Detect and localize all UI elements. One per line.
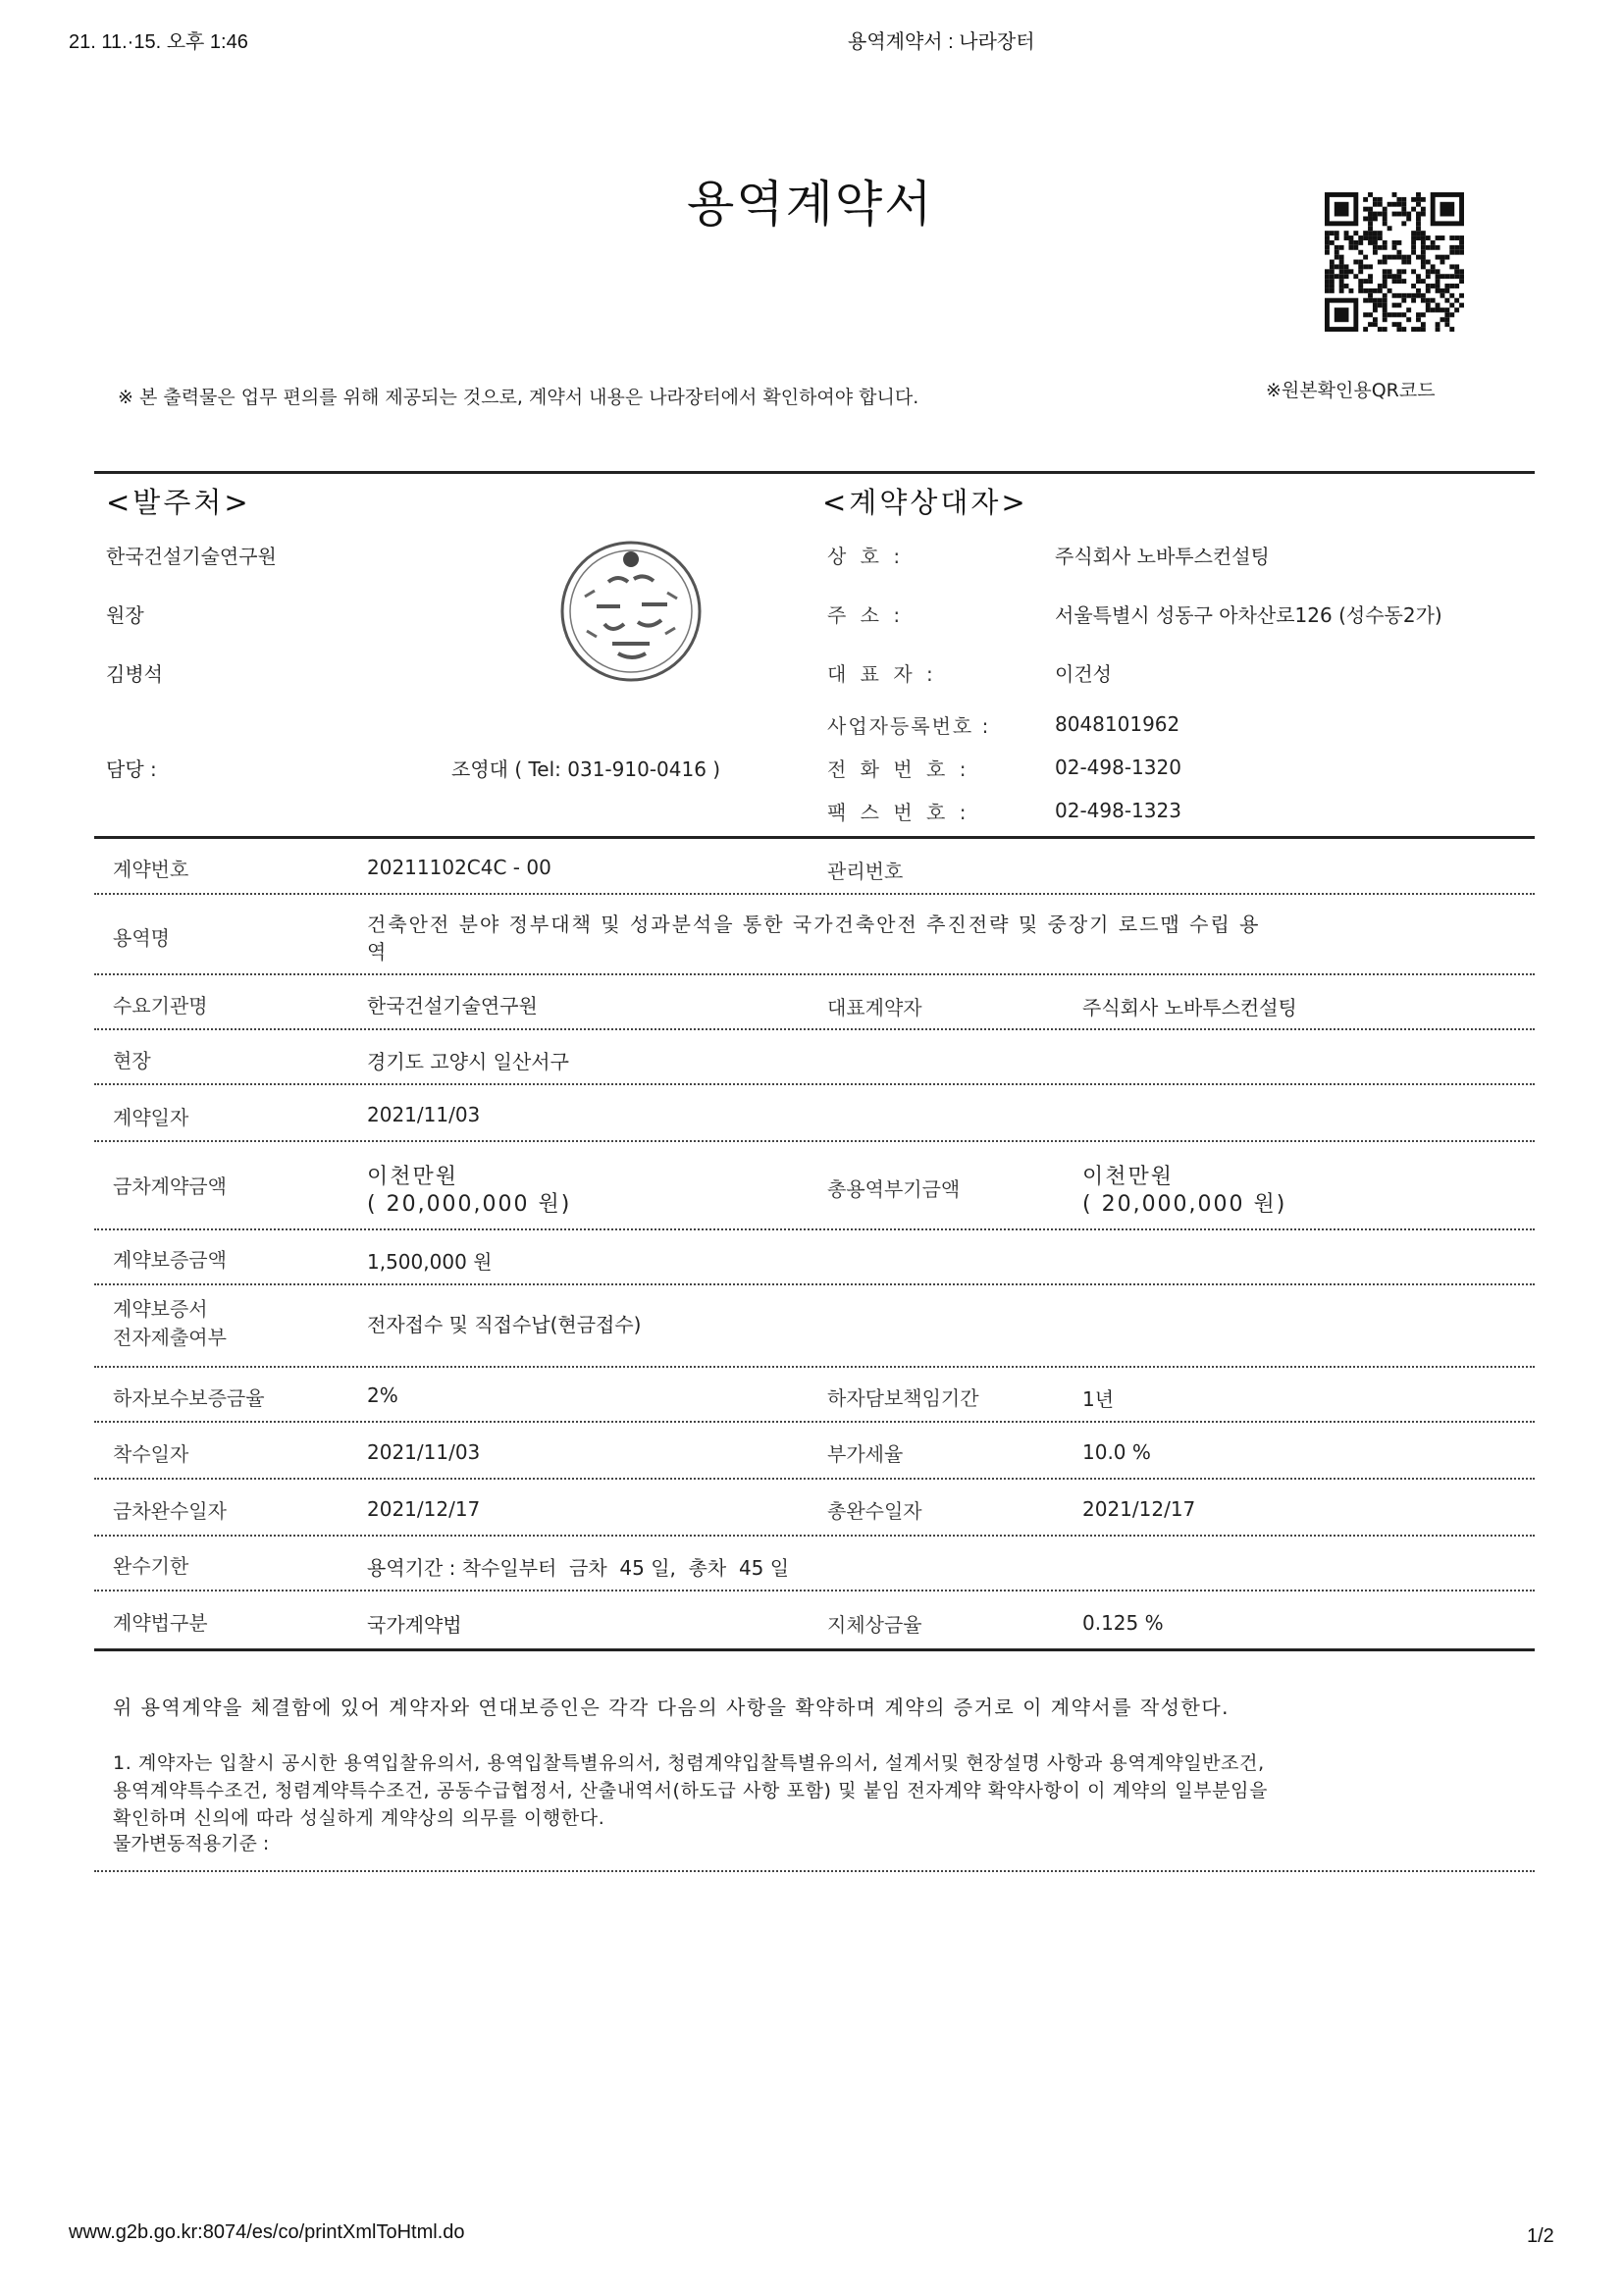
client-org: 한국건설기술연구원 bbox=[106, 545, 277, 568]
penalty: 0.125 % bbox=[1082, 1611, 1164, 1635]
client-contact-value: 조영대 ( Tel: 031-910-0416 ) bbox=[451, 757, 721, 781]
contractor-value-1: 서울특별시 성동구 아차산로126 (성수동2가) bbox=[1055, 603, 1442, 627]
contract-no: 20211102C4C - 00 bbox=[367, 856, 551, 879]
contractor-label-4: 전 화 번 호 : bbox=[827, 757, 970, 781]
print-page-title: 용역계약서 : 나라장터 bbox=[848, 31, 1035, 53]
qr-code-icon bbox=[1325, 192, 1464, 332]
footer-page: 1/2 bbox=[1527, 2225, 1554, 2247]
contract-no-label: 계약번호 bbox=[113, 858, 189, 881]
row-divider bbox=[94, 1140, 1535, 1142]
contract-date: 2021/11/03 bbox=[367, 1103, 481, 1126]
amount-num: ( 20,000,000 원) bbox=[367, 1192, 572, 1217]
total-completion-label: 총완수일자 bbox=[827, 1499, 922, 1523]
law-label: 계약법구분 bbox=[113, 1611, 208, 1635]
completion-label: 금차완수일자 bbox=[113, 1499, 227, 1523]
contractor-value-0: 주식회사 노바투스컨설팅 bbox=[1055, 545, 1270, 568]
service-name-line2: 역 bbox=[367, 940, 387, 964]
start-date: 2021/11/03 bbox=[367, 1440, 481, 1464]
contract-date-label: 계약일자 bbox=[113, 1106, 189, 1129]
total-amount-words: 이천만원 bbox=[1082, 1165, 1175, 1189]
penalty-label: 지체상금율 bbox=[827, 1613, 922, 1637]
row-divider bbox=[94, 973, 1535, 975]
demand-org: 한국건설기술연구원 bbox=[367, 994, 538, 1018]
client-contact-label: 담당 : bbox=[106, 757, 157, 781]
site: 경기도 고양시 일산서구 bbox=[367, 1050, 569, 1073]
table-top-border bbox=[94, 836, 1535, 839]
amount-label: 금차계약금액 bbox=[113, 1174, 227, 1198]
qr-caption: ※원본확인용QR코드 bbox=[1266, 380, 1436, 401]
row-divider bbox=[94, 1028, 1535, 1030]
contractor-label-0: 상 호 : bbox=[827, 545, 905, 568]
row-divider bbox=[94, 1535, 1535, 1537]
site-label: 현장 bbox=[113, 1049, 151, 1072]
vat-label: 부가세율 bbox=[827, 1442, 904, 1466]
terms-item1-line3: 확인하며 신의에 따라 성실하게 계약상의 의무를 이행한다. bbox=[113, 1807, 605, 1829]
row-divider bbox=[94, 1366, 1535, 1368]
defect-period-label: 하자담보책임기간 bbox=[827, 1386, 979, 1410]
deadline: 용역기간 : 착수일부터 금차 45 일, 총차 45 일 bbox=[367, 1556, 790, 1580]
terms-item1-line2: 용역계약특수조건, 청렴계약특수조건, 공동수급협정서, 산출내역서(하도급 사항 포함) 및 붙임 전자계약 확약사항이 이 계약의 일부분임을 bbox=[113, 1780, 1269, 1801]
rep-contractor-label: 대표계약자 bbox=[827, 996, 922, 1019]
amount-words: 이천만원 bbox=[367, 1165, 459, 1189]
rep-contractor: 주식회사 노바투스컨설팅 bbox=[1082, 996, 1297, 1019]
official-seal-icon bbox=[557, 538, 705, 685]
contractor-label-5: 팩 스 번 호 : bbox=[827, 801, 970, 824]
total-amount-num: ( 20,000,000 원) bbox=[1082, 1192, 1287, 1217]
defect-period: 1년 bbox=[1082, 1387, 1115, 1411]
bond-doc: 전자접수 및 직접수납(현금접수) bbox=[367, 1313, 642, 1336]
completion: 2021/12/17 bbox=[367, 1497, 481, 1521]
terms-item1-line4: 물가변동적용기준 : bbox=[113, 1833, 270, 1854]
print-datetime: 21. 11.·15. 오후 1:46 bbox=[69, 31, 248, 53]
contractor-label-3: 사업자등록번호 : bbox=[827, 714, 991, 738]
row-divider bbox=[94, 1478, 1535, 1480]
bond-doc-label-1: 계약보증서 bbox=[113, 1297, 208, 1321]
document-title: 용역계약서 bbox=[687, 176, 934, 233]
client-name: 김병석 bbox=[106, 662, 163, 686]
contractor-value-2: 이건성 bbox=[1055, 662, 1112, 686]
row-divider bbox=[94, 1590, 1535, 1592]
terms-intro: 위 용역계약을 체결함에 있어 계약자와 연대보증인은 각각 다음의 사항을 확약하며 계약의 증거로 이 계약서를 작성한다. bbox=[113, 1696, 1230, 1719]
mgmt-no-label: 관리번호 bbox=[827, 860, 904, 883]
total-amount-label: 총용역부기금액 bbox=[827, 1177, 961, 1201]
row-divider bbox=[94, 893, 1535, 895]
defect-rate: 2% bbox=[367, 1383, 398, 1407]
start-date-label: 착수일자 bbox=[113, 1442, 189, 1466]
law: 국가계약법 bbox=[367, 1613, 462, 1637]
defect-rate-label: 하자보수보증금율 bbox=[113, 1386, 265, 1410]
section-divider bbox=[94, 471, 1535, 474]
contractor-value-3: 8048101962 bbox=[1055, 712, 1180, 736]
row-divider bbox=[94, 1083, 1535, 1085]
print-notice: ※ 본 출력물은 업무 편의를 위해 제공되는 것으로, 계약서 내용은 나라장터에서 확인하여야 합니다. bbox=[118, 387, 919, 408]
contractor-heading: <계약상대자> bbox=[822, 486, 1028, 519]
contractor-label-1: 주 소 : bbox=[827, 603, 905, 627]
row-divider bbox=[94, 1283, 1535, 1285]
terms-divider bbox=[94, 1870, 1535, 1872]
contractor-value-4: 02-498-1320 bbox=[1055, 756, 1181, 779]
deadline-label: 완수기한 bbox=[113, 1554, 189, 1578]
bond: 1,500,000 원 bbox=[367, 1250, 493, 1274]
demand-org-label: 수요기관명 bbox=[113, 994, 208, 1018]
service-name-label: 용역명 bbox=[113, 926, 170, 950]
bond-doc-label-2: 전자제출여부 bbox=[113, 1326, 227, 1349]
client-position: 원장 bbox=[106, 603, 144, 627]
contractor-value-5: 02-498-1323 bbox=[1055, 799, 1181, 822]
service-name-line1: 건축안전 분야 정부대책 및 성과분석을 통한 국가건축안전 추진전략 및 중장기 로드맵 수립 용 bbox=[367, 913, 1261, 936]
row-divider bbox=[94, 1228, 1535, 1230]
bond-label: 계약보증금액 bbox=[113, 1248, 227, 1272]
table-bottom-border bbox=[94, 1648, 1535, 1651]
client-heading: <발주처> bbox=[106, 486, 251, 519]
footer-url[interactable]: www.g2b.go.kr:8074/es/co/printXmlToHtml.do bbox=[69, 2221, 465, 2243]
terms-item1-line1: 1. 계약자는 입찰시 공시한 용역입찰유의서, 용역입찰특별유의서, 청렴계약입찰특별유의서, 설계서및 현장설명 사항과 용역계약일반조건, bbox=[113, 1752, 1265, 1774]
total-completion: 2021/12/17 bbox=[1082, 1497, 1196, 1521]
vat: 10.0 % bbox=[1082, 1440, 1151, 1464]
contractor-label-2: 대 표 자 : bbox=[827, 662, 937, 686]
row-divider bbox=[94, 1421, 1535, 1423]
